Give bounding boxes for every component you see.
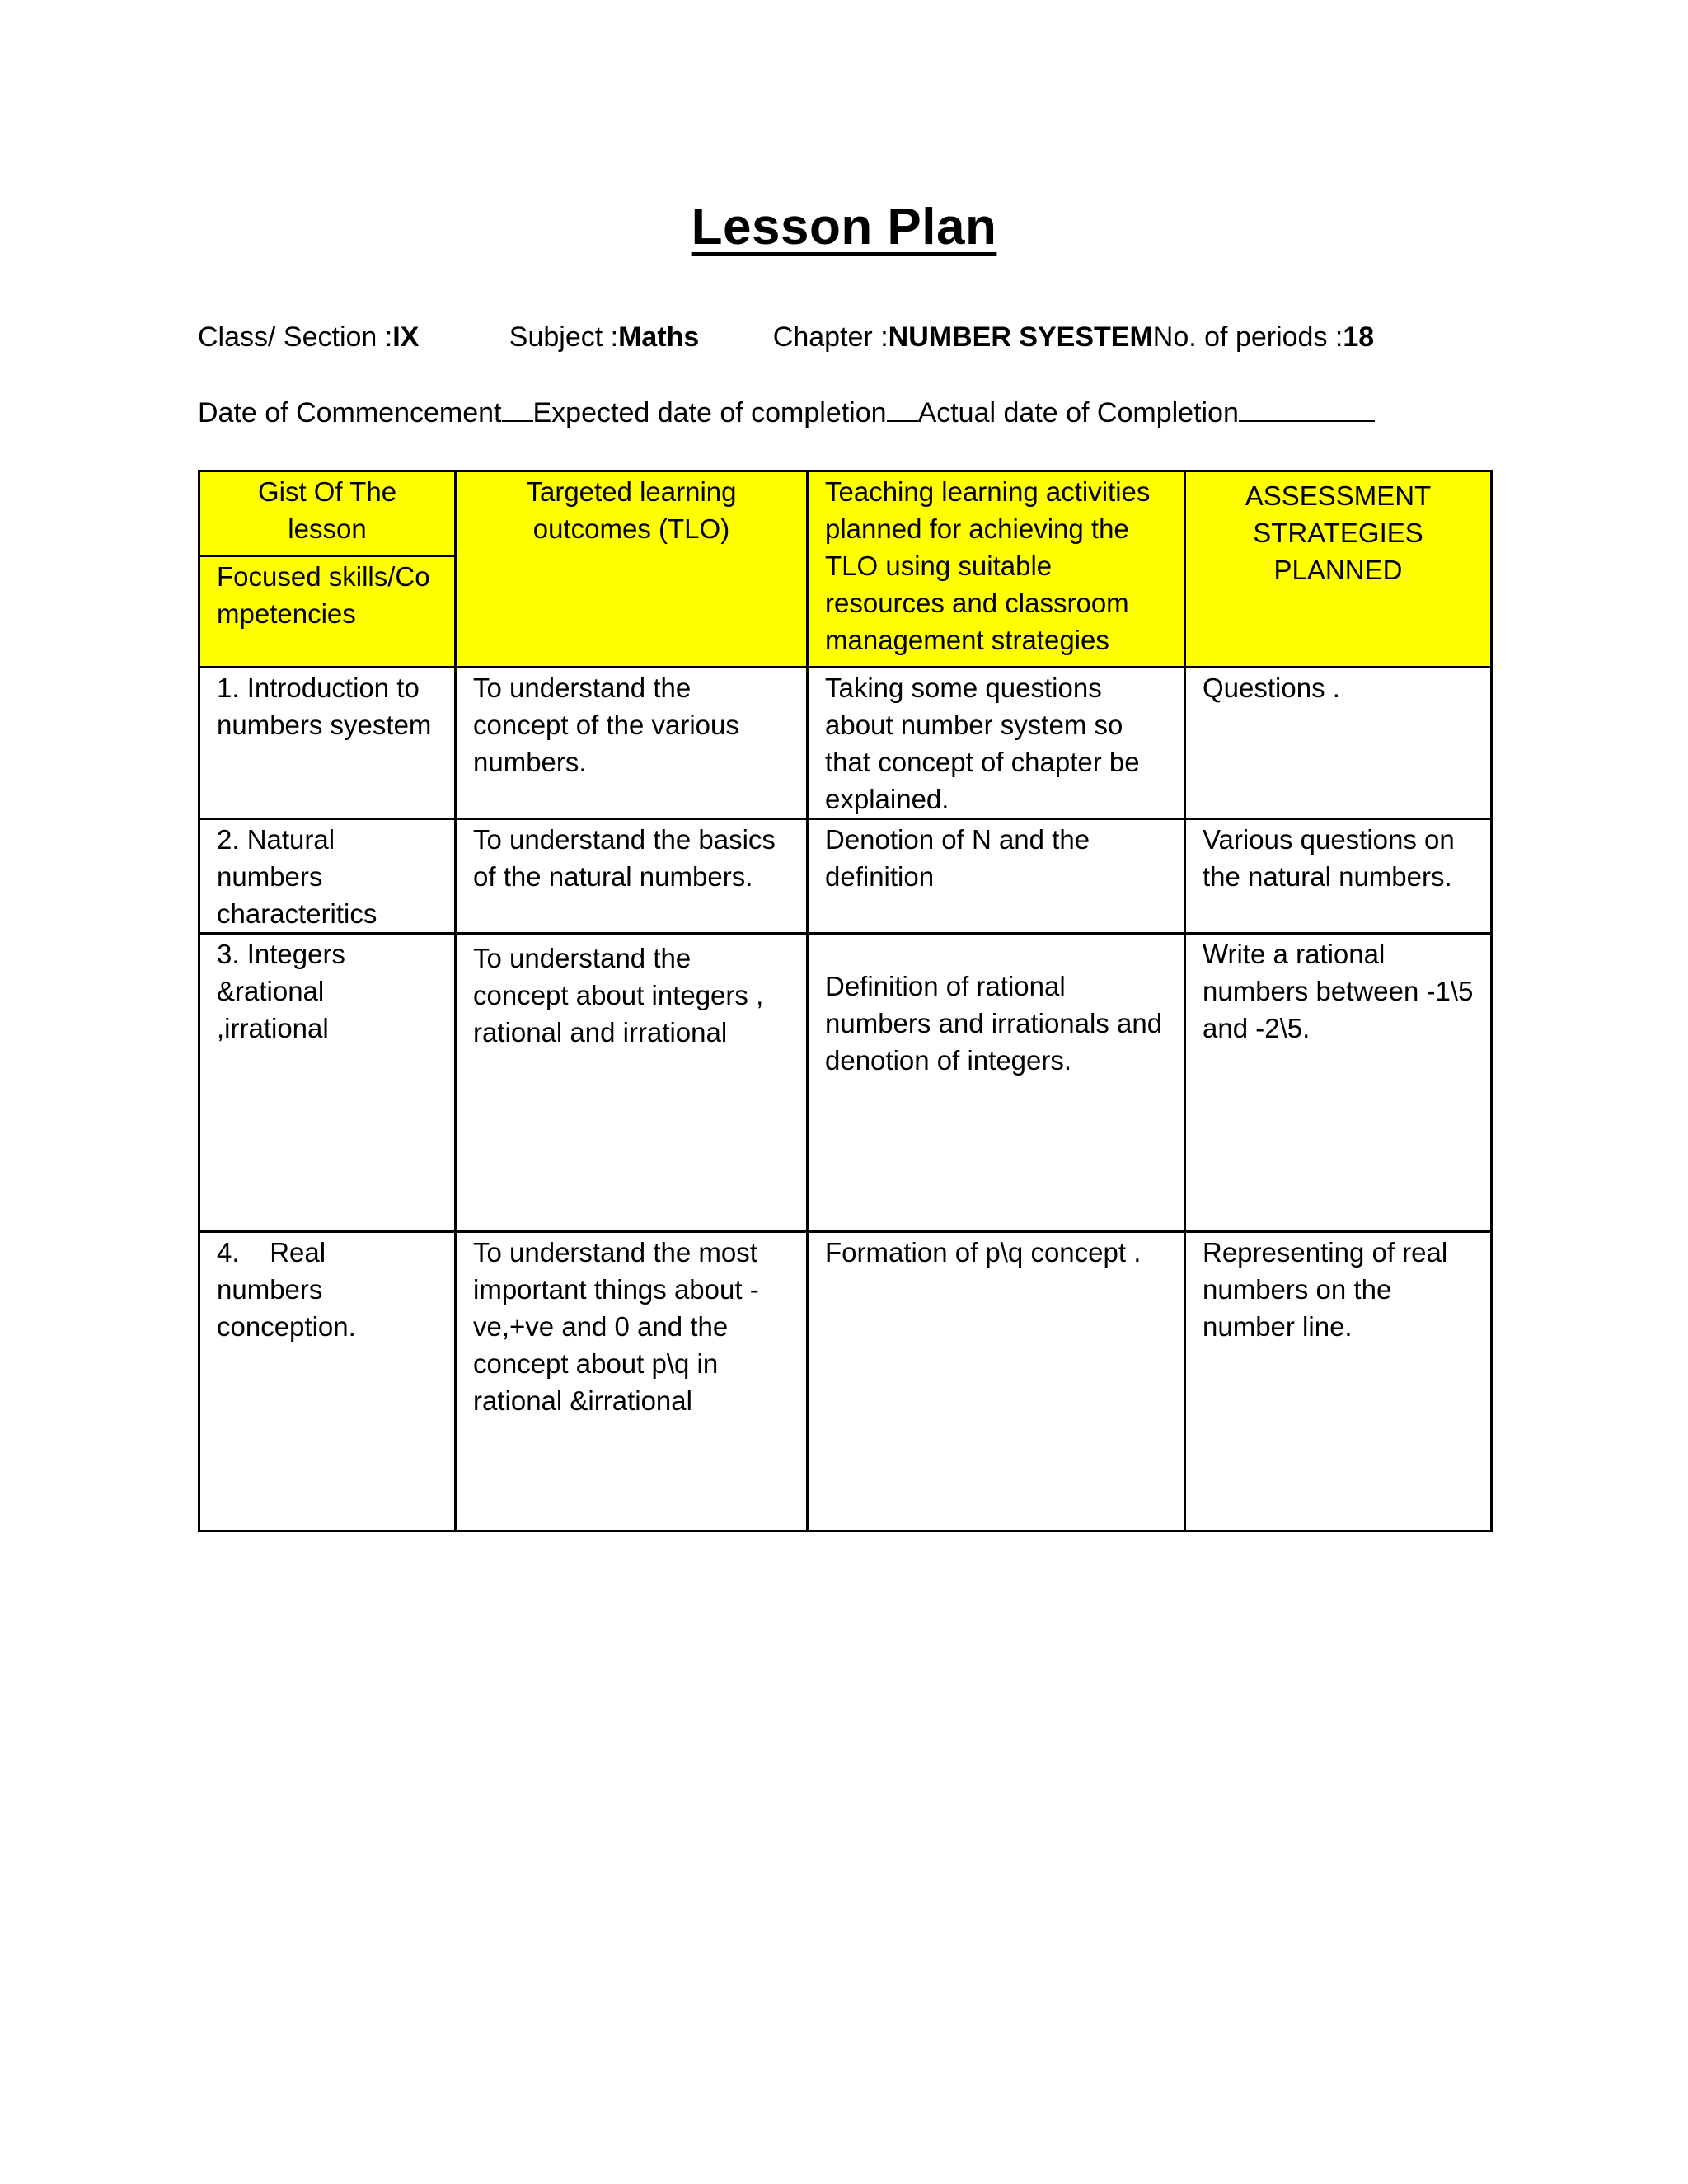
row2-tlo: To understand the basics of the natural numbers. — [456, 819, 808, 934]
chapter-value: NUMBER SYESTEM — [888, 321, 1153, 353]
subject-value: Maths — [618, 321, 700, 353]
header-assessment: ASSESSMENT STRATEGIES PLANNED — [1185, 471, 1492, 668]
row3-assessment: Write a rational numbers between -1\5 and -2\5. — [1185, 934, 1492, 1232]
actual-blank[interactable] — [1239, 396, 1375, 422]
header-gist: Gist Of The lesson — [199, 471, 456, 556]
header-tlo: Targeted learning outcomes (TLO) — [456, 471, 808, 668]
row1-activities: Taking some questions about number system so that concept of chapter be explained. — [808, 668, 1185, 819]
chapter-label: Chapter : — [772, 321, 889, 353]
row3-gist: 3. Integers &rational ,irrational — [199, 934, 456, 1232]
lesson-plan-table — [198, 470, 1493, 1532]
periods-label: No. of periods : — [1152, 321, 1343, 353]
row1-gist: 1. Introduction to numbers syestem — [199, 668, 456, 819]
commencement-label: Date of Commencement — [198, 397, 502, 429]
row2-gist: 2. Natural numbers characteritics — [199, 819, 456, 934]
expected-blank[interactable] — [887, 396, 918, 422]
commencement-blank[interactable] — [502, 396, 533, 422]
dates-line — [198, 396, 1375, 429]
expected-label: Expected date of completion — [532, 397, 887, 429]
lesson-info-line — [198, 321, 1374, 354]
table-row — [199, 934, 1492, 1232]
row4-assessment: Representing of real numbers on the number line. — [1185, 1232, 1492, 1531]
page-title: Lesson Plan — [691, 199, 997, 255]
subject-label: Subject : — [509, 321, 619, 353]
row3-activities: Definition of rational numbers and irrationals and denotion of integers. — [808, 934, 1185, 1232]
row1-tlo: To understand the concept of the various numbers. — [456, 668, 808, 819]
row2-assessment: Various questions on the natural numbers. — [1185, 819, 1492, 934]
row1-assessment: Questions . — [1185, 668, 1492, 819]
row4-gist: 4. Real numbers conception. — [199, 1232, 456, 1531]
row3-tlo: To understand the concept about integers , rational and irrational — [456, 934, 808, 1232]
table-row — [199, 668, 1492, 819]
row2-activities: Denotion of N and the definition — [808, 819, 1185, 934]
class-label: Class/ Section : — [198, 321, 393, 353]
row4-tlo: To understand the most important things about -ve,+ve and 0 and the concept about p\q in rational &irrational — [456, 1232, 808, 1531]
table-row — [199, 819, 1492, 934]
class-value: IX — [392, 321, 420, 353]
header-activities: Teaching learning activities planned for achieving the TLO using suitable resources and classroom management strategies — [808, 471, 1185, 668]
table-row — [199, 1232, 1492, 1531]
periods-value: 18 — [1343, 321, 1375, 353]
actual-label: Actual date of Completion — [917, 397, 1239, 429]
header-focused-skills: Focused skills/Competencies — [199, 556, 456, 668]
row4-activities: Formation of p\q concept . — [808, 1232, 1185, 1531]
